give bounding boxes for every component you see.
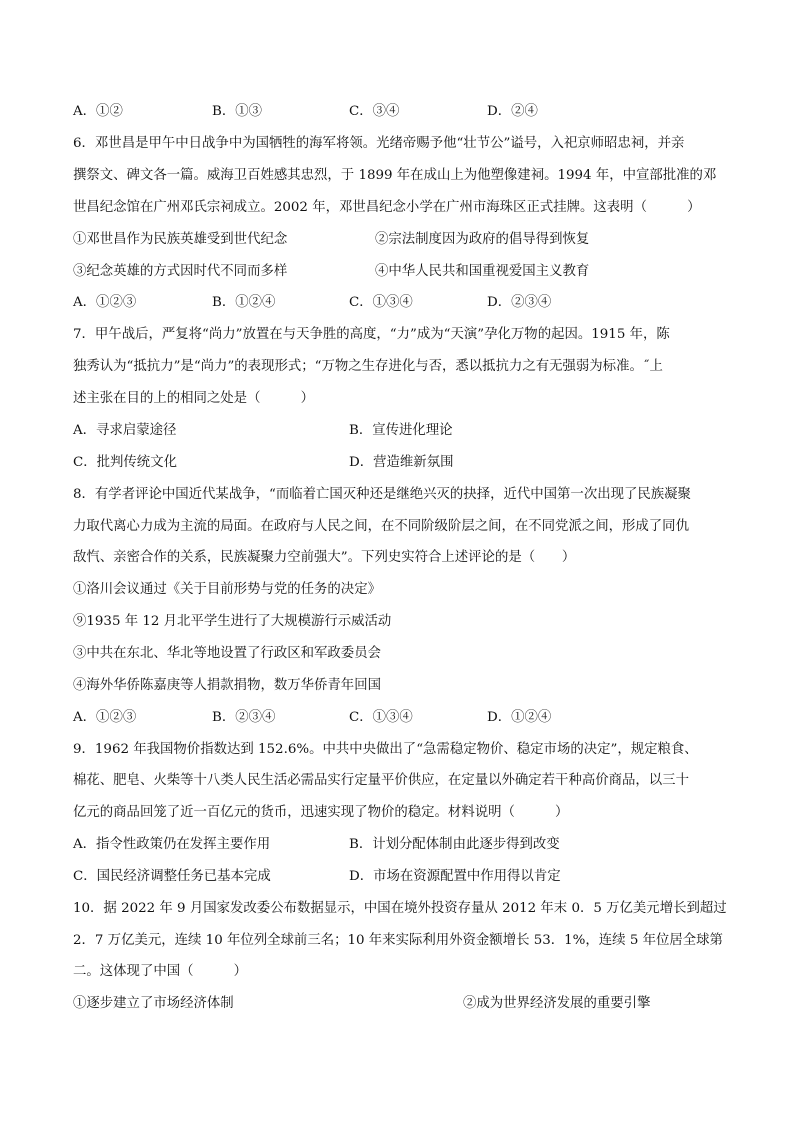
q9-option-d: D．市场在资源配置中作用得以肯定 [349,869,561,884]
q7-stem-line-2: 独秀认为“抵抗力”是“尚力”的表现形式；“万物之生存进化与否，悉以抵抗力之有无强弱为标准。˝上 [73,359,663,374]
q9-option-c: C．国民经济调整任务已基本完成 [73,869,271,884]
q10-stem-line-2: 2．7 万亿美元，连续 10 年位列全球前三名；10 年来实际利用外资金额增长 53．1%，连续 5 年位居全球第 [73,933,723,948]
q7-option-b: B．宣传进化理论 [349,423,453,438]
q6-statement-4: ④中华人民共和国重视爱国主义教育 [375,264,590,279]
q10-statement-2: ②成为世界经济发展的重要引擎 [463,996,651,1011]
q8-statement-2: ⑨1935 年 12 月北平学生进行了大规模游行示威活动 [73,614,392,629]
q5-option-a: A．①② [73,104,123,119]
q8-option-d: D．①②④ [487,710,552,725]
q10-stem-line-3: 二。这体现了中国（ ） [73,964,248,979]
q8-statement-1: ①洛川会议通过《关于目前形势与党的任务的决定》 [73,582,381,597]
q9-stem-line-2: 棉花、肥皂、火柴等十八类人民生活必需品实行定量平价供应，在定量以外确定若干种高价商品，以三十 [73,773,689,788]
q6-statement-1: ①邓世昌作为民族英雄受到世代纪念 [73,232,288,247]
q8-stem-line-1: 8．有学者评论中国近代某战争，“而临着亡国灭种还是继绝兴灭的抉择，近代中国第一次出现了民族凝聚 [73,487,691,502]
q6-option-d: D．②③④ [487,295,552,310]
q8-option-a: A．①②③ [73,710,137,725]
q8-statement-3: ③中共在东北、华北等地设置了行政区和军政委员会 [73,646,381,661]
q6-option-c: C．①③④ [349,295,413,310]
q7-stem-line-3: 述主张在目的上的相同之处是（ ） [73,391,315,406]
q6-option-b: B．①②④ [212,295,276,310]
q9-option-a: A．指令性政策仍在发挥主要作用 [73,837,271,852]
q5-option-c: C．③④ [349,104,400,119]
q6-option-a: A．①②③ [73,295,137,310]
q6-statement-2: ②宗法制度因为政府的倡导得到恢复 [375,232,590,247]
q10-stem-line-1: 10．据 2022 年 9 月国家发改委公布数据显示，中国在境外投资存量从 2012 年末 0．5 万亿美元增长到超过 [73,901,727,916]
q8-stem-line-3: 敌忾、亲密合作的关系，民族凝聚力空前强大”。下列史实符合上述评论的是（ ） [73,550,576,565]
q8-statement-4: ④海外华侨陈嘉庚等人捐款捐物，数万华侨青年回国 [73,678,381,693]
q6-stem-line-3: 世昌纪念馆在广州邓氏宗祠成立。2002 年，邓世昌纪念小学在广州市海珠区正式挂牌。这表明（ ） [73,200,701,215]
q7-stem-line-1: 7．甲午战后，严复将“尚力”放置在与天争胜的高度，“力”成为“天演”孕化万物的起因。1915 年，陈 [73,327,670,342]
q9-option-b: B．计划分配体制由此逐步得到改变 [349,837,560,852]
q8-option-b: B．②③④ [212,710,276,725]
q7-option-d: D．营造维新氛围 [349,455,454,470]
q6-stem-line-1: 6．邓世昌是甲午中日战争中为国牺牲的海军将领。光绪帝赐予他“壮节公”谥号，入祀京师昭忠祠，并亲 [73,136,685,151]
q5-option-b: B．①③ [212,104,263,119]
q6-stem-line-2: 撰祭文、碑文各一篇。威海卫百姓感其忠烈，于 1899 年在成山上为他塑像建祠。1994 年，中宣部批准的邓 [73,168,717,183]
q8-stem-line-2: 力取代离心力成为主流的局面。在政府与人民之间，在不同阶级阶层之间，在不同党派之间，形成了同仇 [73,519,689,534]
q9-stem-line-1: 9．1962 年我国物价指数达到 152.6%。中共中央做出了“急需稳定物价、稳定市场的决定”，规定粮食、 [73,742,698,757]
q9-stem-line-3: 亿元的商品回笼了近一百亿元的货币，迅速实现了物价的稳定。材料说明（ ） [73,805,569,820]
q10-statement-1: ①逐步建立了市场经济体制 [73,996,234,1011]
q6-statement-3: ③纪念英雄的方式因时代不同而多样 [73,264,288,279]
q7-option-a: A．寻求启蒙途径 [73,423,177,438]
q8-option-c: C．①③④ [349,710,413,725]
q7-option-c: C．批判传统文化 [73,455,177,470]
q5-option-d: D．②④ [487,104,538,119]
